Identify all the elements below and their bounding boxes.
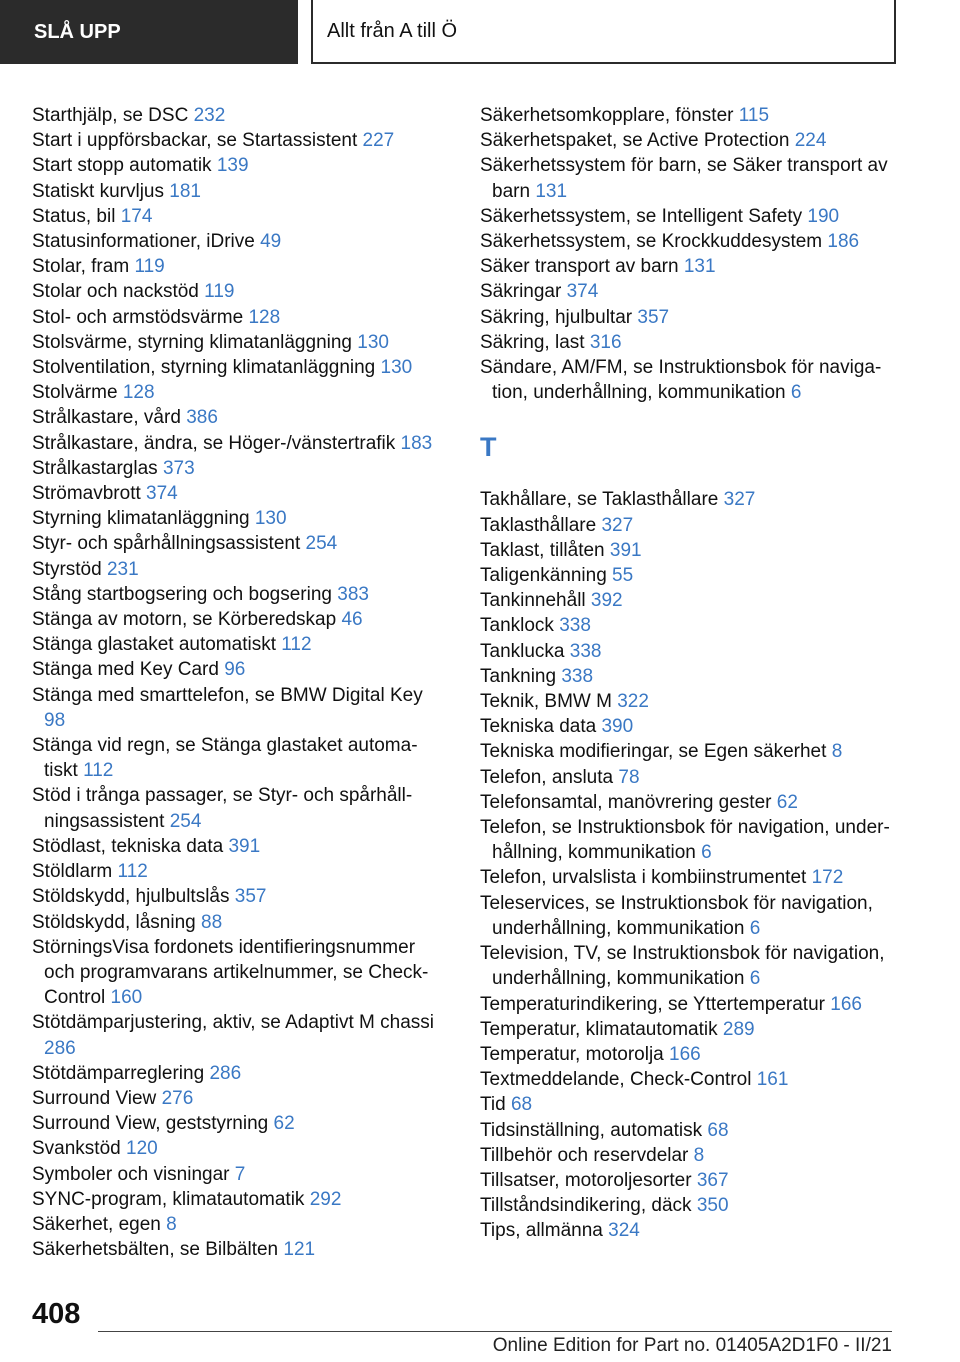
entry-page-link[interactable]: 78 [618,766,640,788]
page-number: 408 [32,1298,81,1330]
entry-page-link[interactable]: 6 [790,382,802,404]
index-entry [32,783,444,833]
index-entry [480,739,910,764]
entry-term: Säkerhet, egen [32,1213,161,1235]
index-entry [480,1118,910,1143]
entry-term: Tillbehör och reservdelar [480,1144,689,1166]
index-entry [480,1067,910,1092]
index-entry [480,538,910,563]
entry-term: Stöd i trånga passager, se Styr- och spårhåll-ningsassistent [32,785,413,832]
index-entry [480,1143,910,1168]
index-entry [480,305,910,330]
entry-term: Stötdämparjustering, aktiv, se Adaptivt M chassi [32,1012,434,1034]
entry-term: Stödlast, tekniska data [32,835,224,857]
index-column-left [32,103,444,1262]
entry-page-link[interactable]: 383 [337,583,369,605]
index-entry [32,834,444,859]
entry-term: Statiskt kurvljus [32,180,164,202]
entry-term: Tanklock [480,615,554,637]
index-group-t [480,487,910,1243]
entry-page-link[interactable]: 130 [357,331,389,353]
index-entry [32,935,444,1011]
index-entry [32,1237,444,1262]
index-entry [32,1010,444,1060]
entry-page-link[interactable]: 350 [696,1195,729,1217]
entry-term: Stänga med smarttelefon, se BMW Digital Key [32,684,423,706]
entry-page-link[interactable]: 286 [209,1062,242,1084]
entry-page-link[interactable]: 62 [273,1113,295,1135]
entry-term: Stolar och nackstöd [32,281,199,303]
index-entry [480,128,910,153]
entry-page-link[interactable]: 6 [701,842,712,864]
entry-page-link[interactable]: 131 [535,180,568,202]
entry-page-link[interactable]: 119 [204,281,235,303]
entry-term: Svankstöd [32,1138,121,1160]
entry-term: Säkring, last [480,331,585,353]
entry-page-link[interactable]: 324 [608,1220,640,1242]
entry-page-link[interactable]: 128 [122,382,155,404]
index-entry [480,639,910,664]
entry-term: Säkerhetspaket, se Active Protection [480,130,790,152]
entry-term: Teknik, BMW M [480,691,612,713]
index-entry [32,884,444,909]
entry-term: Styrstöd [32,558,102,580]
entry-page-link[interactable]: 338 [561,665,594,687]
index-entry [32,254,444,279]
entry-term: Säkerhetsomkopplare, fönster [480,105,734,126]
entry-term: Tankning [480,665,557,687]
index-entry [480,941,910,991]
index-entry [32,229,444,254]
index-entry [480,613,910,638]
index-entry [480,992,910,1017]
entry-term: Stänga glastaket automatiskt [32,634,276,656]
index-entry [32,1162,444,1187]
index-column-right [480,103,910,1244]
entry-term: Telefon, ansluta [480,766,614,788]
entry-term: Tekniska data [480,716,597,738]
entry-term: Stång startbogsering och bogsering [32,583,332,605]
entry-term: Styr- och spårhållningsassistent [32,533,301,555]
entry-page-link[interactable]: 276 [161,1087,194,1109]
index-group-s [480,103,910,405]
entry-page-link[interactable]: 232 [193,105,226,126]
entry-term: Stänga med Key Card [32,659,219,681]
entry-term: Tanklucka [480,640,565,662]
entry-page-link[interactable]: 8 [166,1213,177,1235]
entry-term: Temperatur, klimatautomatik [480,1018,718,1040]
index-entry [32,683,444,733]
entry-page-link[interactable]: 166 [669,1043,701,1065]
page-header [0,0,960,66]
entry-page-link[interactable]: 373 [162,457,195,479]
entry-term: Säker transport av barn [480,256,679,278]
entry-page-link[interactable]: 8 [693,1144,705,1166]
index-entry [480,563,910,588]
entry-term: Strömavbrott [32,483,141,505]
entry-page-link[interactable]: 181 [169,180,201,202]
index-entry [32,1187,444,1212]
entry-term: Styrning klimatanläggning [32,508,250,530]
entry-term: Sändare, AM/FM, se Instruktionsbok för naviga-tion, underhållning, kommunikation [480,357,882,404]
index-entry [480,1042,910,1067]
entry-term: Säkerhetssystem, se Intelligent Safety [480,205,803,227]
index-entry [480,891,910,941]
entry-page-link[interactable]: 286 [44,1037,76,1059]
entry-term: Tillståndsindikering, däck [480,1195,692,1217]
entry-page-link[interactable]: 374 [146,483,178,505]
entry-page-link[interactable]: 68 [510,1094,533,1116]
entry-term: Stötdämparreglering [32,1062,205,1084]
index-entry [32,481,444,506]
entry-term: Stolvärme [32,382,118,404]
entry-term: Stol- och armstödsvärme [32,306,244,328]
entry-page-link[interactable]: 49 [260,231,282,253]
index-entry [32,179,444,204]
entry-page-link[interactable]: 96 [224,659,246,681]
entry-term: Säkring, hjulbultar [480,306,633,328]
entry-page-link[interactable]: 46 [341,609,363,631]
entry-page-link[interactable]: 374 [566,281,599,303]
entry-term: Symboler och visningar [32,1163,230,1185]
index-entry [32,506,444,531]
index-entry [32,355,444,380]
entry-term: Säkerhetssystem, se Krockkuddesystem [480,231,823,253]
index-entry [32,632,444,657]
index-entry [480,153,910,203]
index-entry [32,330,444,355]
index-entry [480,229,910,254]
entry-page-link[interactable]: 322 [617,691,649,713]
index-entry [32,380,444,405]
index-entry [32,456,444,481]
entry-page-link[interactable]: 227 [362,130,395,152]
entry-page-link[interactable]: 338 [559,615,591,637]
entry-term: Säkerhetssystem för barn, se Säker transport av barn [480,155,888,202]
entry-term: SYNC-program, klimatautomatik [32,1188,305,1210]
entry-page-link[interactable]: 160 [110,987,143,1009]
entry-term: Stolsvärme, styrning klimatanläggning [32,331,352,353]
entry-term: Takhållare, se Taklasthållare [480,489,719,511]
entry-term: Tidsinställning, automatisk [480,1119,703,1141]
entry-page-link[interactable]: 131 [683,256,716,278]
index-entry [480,254,910,279]
index-entry [32,153,444,178]
index-entry [480,1193,910,1218]
entry-page-link[interactable]: 115 [738,105,770,126]
index-entry [32,204,444,229]
index-entry [32,305,444,330]
entry-term: Start i uppförsbackar, se Startassistent [32,130,358,152]
entry-page-link[interactable]: 174 [120,205,153,227]
entry-page-link[interactable]: 130 [254,508,287,530]
index-entry [480,1017,910,1042]
entry-term: Stöldlarm [32,861,113,883]
index-entry [480,790,910,815]
entry-page-link[interactable]: 316 [589,331,622,353]
entry-page-link[interactable]: 357 [234,886,267,908]
entry-term: Stöldskydd, låsning [32,911,196,933]
entry-page-link[interactable]: 190 [807,205,840,227]
chapter-title: Allt från A till Ö [311,0,896,64]
index-entry [32,1061,444,1086]
index-letter-heading: T [480,432,497,463]
entry-page-link[interactable]: 6 [749,968,761,990]
entry-page-link[interactable]: 98 [44,709,66,731]
entry-term: Surround View, geststyrning [32,1113,269,1135]
entry-page-link[interactable]: 386 [186,407,218,429]
entry-page-link[interactable]: 357 [637,306,670,328]
entry-term: Telefon, urvalslista i kombiinstrumentet [480,867,807,889]
entry-term: Stöldskydd, hjulbultslås [32,886,230,908]
entry-page-link[interactable]: 338 [569,640,602,662]
index-entry [480,689,910,714]
entry-page-link[interactable]: 119 [134,256,165,278]
index-entry [32,103,444,128]
entry-page-link[interactable]: 130 [380,357,413,379]
index-entry [32,557,444,582]
entry-term: Surround View [32,1087,157,1109]
entry-term: Stolar, fram [32,256,130,278]
index-entry [32,1111,444,1136]
entry-term: Temperaturindikering, se Yttertemperatur [480,993,825,1015]
entry-term: Telefonsamtal, manövrering gester [480,791,772,813]
entry-page-link[interactable]: 112 [117,861,148,883]
index-entry [480,513,910,538]
entry-page-link[interactable]: 112 [281,634,312,656]
entry-page-link[interactable]: 88 [201,911,223,933]
index-entry [480,1218,910,1243]
entry-term: Stänga vid regn, se Stänga glastaket automa-tiskt [32,735,418,782]
entry-page-link[interactable]: 6 [749,917,761,939]
entry-page-link[interactable]: 391 [609,539,642,561]
entry-page-link[interactable]: 289 [722,1018,755,1040]
entry-term: Tillsatser, motoroljesorter [480,1169,692,1191]
entry-page-link[interactable]: 231 [106,558,139,580]
entry-page-link[interactable]: 166 [830,993,862,1015]
entry-page-link[interactable]: 161 [756,1069,789,1091]
entry-term: Teleservices, se Instruktionsbok för navigation, underhållning, kommunikation [480,892,873,939]
index-entry [32,910,444,935]
index-entry [32,1212,444,1237]
index-entry [480,279,910,304]
entry-page-link[interactable]: 390 [601,716,634,738]
index-entry [32,405,444,430]
index-entry [32,431,444,456]
entry-term: StörningsVisa fordonets identifieringsnummer och programvarans artikelnummer, se Check-Control [32,936,429,1009]
entry-term: Taligenkänning [480,565,607,587]
index-entry [480,765,910,790]
entry-term: Tankinnehåll [480,590,586,612]
entry-page-link[interactable]: 8 [831,741,843,763]
index-entry [32,859,444,884]
entry-page-link[interactable]: 183 [400,432,433,454]
index-entry [480,204,910,229]
entry-term: Strålkastarglas [32,457,158,479]
entry-term: Telefon, se Instruktionsbok för navigation, under-hållning, kommunikation [480,817,890,864]
entry-page-link[interactable]: 62 [776,791,798,813]
index-entry [32,279,444,304]
entry-term: Stolventilation, styrning klimatanläggning [32,357,376,379]
entry-term: Strålkastare, vård [32,407,181,429]
index-entry [480,330,910,355]
entry-term: Taklasthållare [480,514,597,536]
entry-page-link[interactable]: 55 [612,565,634,587]
entry-page-link[interactable]: 120 [126,1138,158,1160]
entry-page-link[interactable]: 292 [309,1188,342,1210]
entry-term: Textmeddelande, Check-Control [480,1069,752,1091]
entry-term: Säkerhetsbälten, se Bilbälten [32,1239,279,1261]
entry-term: Tips, allmänna [480,1220,603,1242]
entry-page-link[interactable]: 327 [601,514,634,536]
entry-page-link[interactable]: 327 [723,489,756,511]
entry-term: Start stopp automatik [32,155,212,177]
index-entry [480,865,910,890]
entry-term: Statusinformationer, iDrive [32,231,255,253]
entry-page-link[interactable]: 254 [169,810,202,832]
index-entry [32,657,444,682]
entry-page-link[interactable]: 224 [794,130,827,152]
entry-page-link[interactable]: 392 [590,590,623,612]
section-tab: SLÅ UPP [0,0,298,64]
entry-term: Stänga av motorn, se Körberedskap [32,609,337,631]
footer-divider [98,1331,892,1332]
index-entry [480,664,910,689]
entry-term: Temperatur, motorolja [480,1043,664,1065]
index-entry [32,531,444,556]
entry-page-link[interactable]: 112 [83,760,114,782]
index-entry [480,588,910,613]
entry-page-link[interactable]: 186 [827,231,860,253]
entry-page-link[interactable]: 254 [305,533,338,555]
entry-page-link[interactable]: 121 [283,1239,316,1261]
edition-footer: Online Edition for Part no. 01405A2D1F0 - II/21 [492,1335,892,1356]
entry-term: Säkringar [480,281,562,303]
entry-term: Television, TV, se Instruktionsbok för navigation, underhållning, kommunikation [480,943,885,990]
index-entry [32,1136,444,1161]
index-entry [480,1168,910,1193]
entry-term: Strålkastare, ändra, se Höger-/vänstertrafik [32,432,396,454]
index-entry [32,582,444,607]
index-entry [480,815,910,865]
entry-page-link[interactable]: 128 [248,306,281,328]
entry-page-link[interactable]: 391 [228,835,261,857]
entry-page-link[interactable]: 367 [696,1169,729,1191]
index-entry [32,607,444,632]
entry-page-link[interactable]: 139 [216,155,249,177]
entry-term: Tekniska modifieringar, se Egen säkerhet [480,741,827,763]
index-entry [480,355,910,405]
entry-term: Starthjälp, se DSC [32,105,189,126]
index-entry [32,1086,444,1111]
index-entry [480,103,910,128]
entry-page-link[interactable]: 7 [234,1163,246,1185]
entry-page-link[interactable]: 172 [811,867,844,889]
index-entry [480,487,910,512]
index-entry [480,1092,910,1117]
entry-page-link[interactable]: 68 [707,1119,729,1141]
entry-term: Taklast, tillåten [480,539,605,561]
index-entry [480,714,910,739]
entry-term: Status, bil [32,205,116,227]
index-entry [32,128,444,153]
index-entry [32,733,444,783]
entry-term: Tid [480,1094,506,1116]
